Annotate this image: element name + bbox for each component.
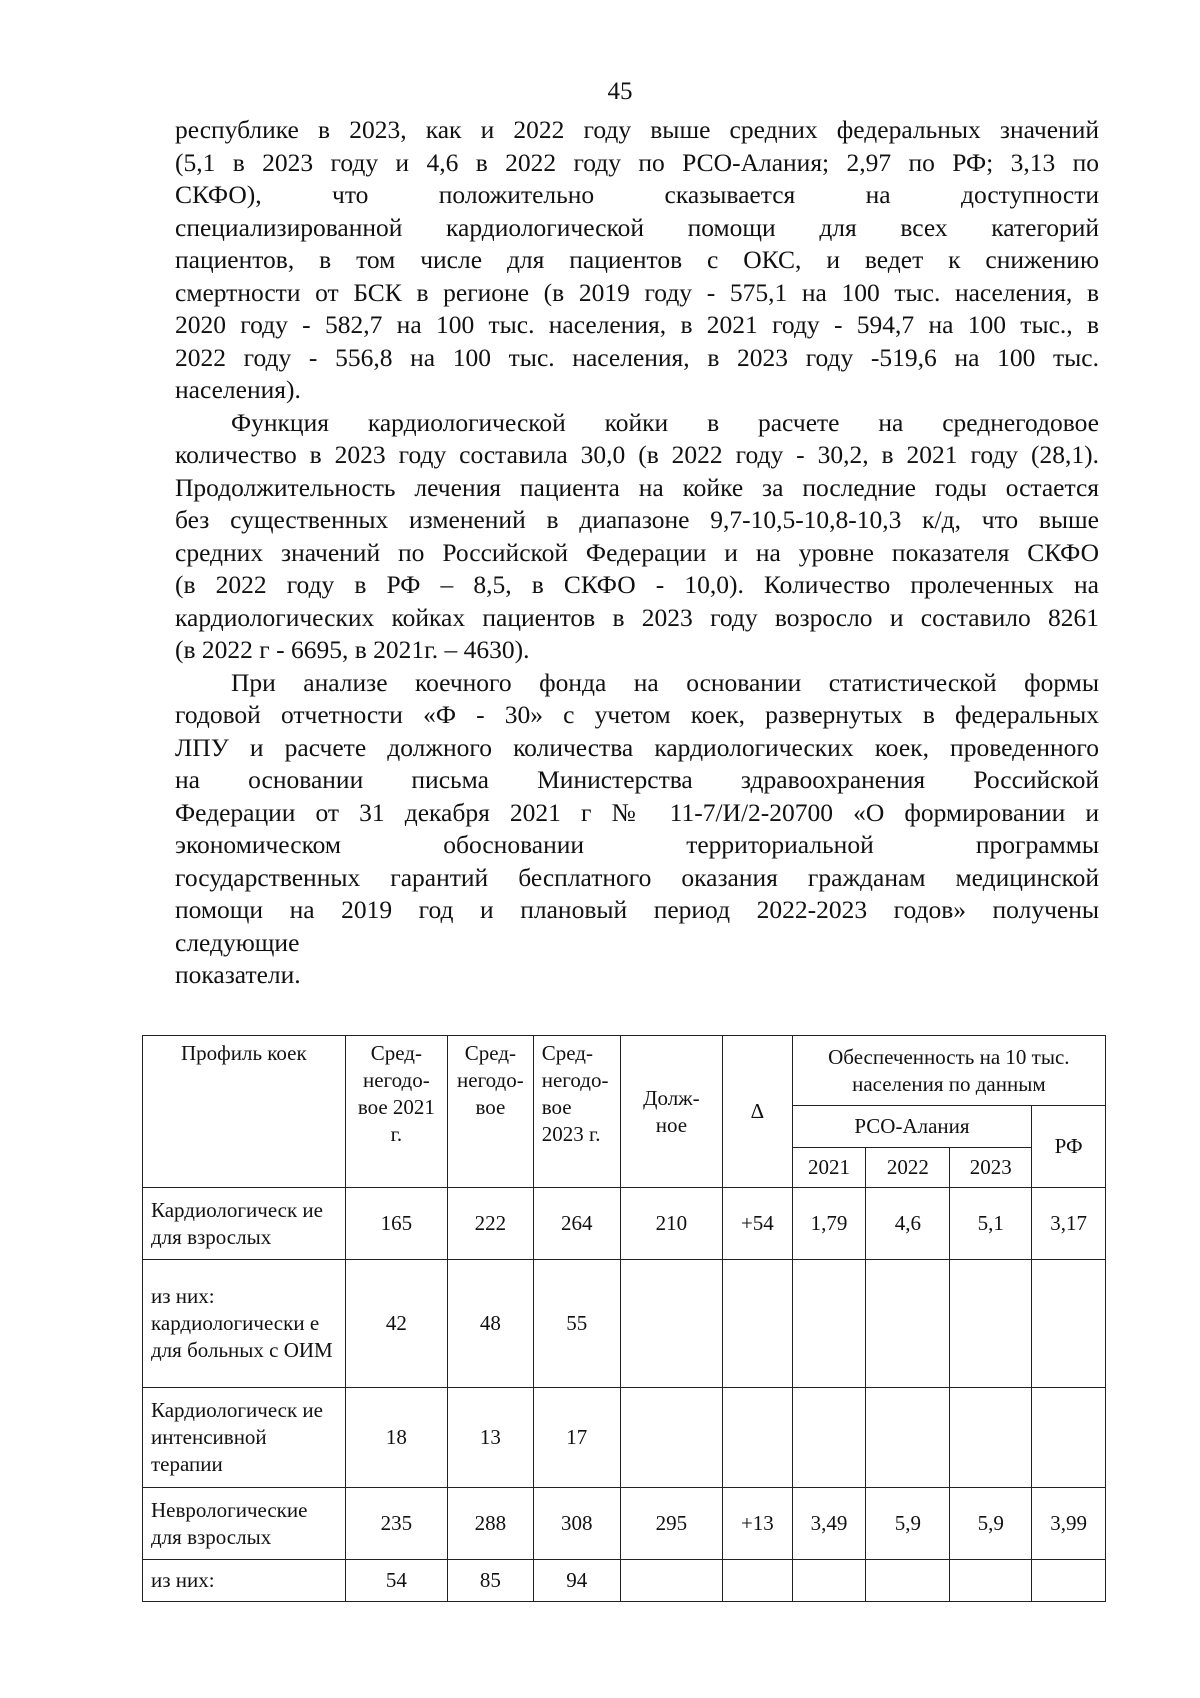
cell-required [620,1388,722,1488]
cell-prov-2022: 4,6 [866,1188,950,1260]
cell-prov-2023 [950,1260,1032,1388]
header-year-2022: 2022 [866,1148,950,1188]
table-row [143,1488,1106,1560]
cell-prov-2022 [866,1260,950,1388]
table-row [143,1260,1106,1388]
bed-capacity-table [142,1035,1106,1602]
cell-delta [723,1388,793,1488]
text-line: (5,1 в 2023 году и 4,6 в 2022 году по РСО-Алания; 2,97 по РФ; 3,13 по [175,147,1099,177]
cell-avg-2023: 55 [533,1260,620,1388]
cell-avg-2021: 54 [345,1560,447,1602]
cell-avg-2023: 94 [533,1560,620,1602]
cell-avg-2022: 85 [448,1560,534,1602]
cell-profile: Кардиологическ ие для взрослых [143,1188,346,1260]
text-line: 2022 году - 556,8 на 100 тыс. населения, в 2023 году -519,6 на 100 тыс. [175,342,1099,372]
cell-avg-2021: 18 [345,1388,447,1488]
table-row [143,1388,1106,1488]
cell-prov-2021: 1,79 [792,1188,866,1260]
text-line: кардиологических койках пациентов в 2023 году возросло и составило 8261 [175,602,1099,632]
text-line: количество в 2023 году составила 30,0 (в 2022 году - 30,2, в 2021 году (28,1). [175,440,1099,469]
text-line: 2020 году - 582,7 на 100 тыс. населения, в 2021 году - 594,7 на 100 тыс., в [175,310,1099,339]
cell-prov-2021 [792,1260,866,1388]
text-line: населения). [175,375,301,404]
cell-avg-2022: 222 [448,1188,534,1260]
cell-avg-2023: 17 [533,1388,620,1488]
cell-delta: +13 [723,1488,793,1560]
text-line: государственных гарантий бесплатного оказания гражданам медицинской [175,862,1099,892]
text-line: При анализе коечного фонда на основании статистической формы [231,667,1099,697]
header-rso: РСО-Алания [792,1106,1032,1148]
header-required: Долж-ное [620,1036,722,1188]
cell-profile: из них: [143,1560,346,1602]
cell-avg-2022: 13 [448,1388,534,1488]
text-line: Функция кардиологической койки в расчете на среднегодовое [231,407,1099,437]
cell-rf [1032,1388,1106,1488]
text-line: пациентов, в том числе для пациентов с ОКС, и ведет к снижению [175,245,1099,274]
paragraph-2 [175,407,1099,667]
cell-delta [723,1560,793,1602]
cell-avg-2022: 288 [448,1488,534,1560]
paragraph-3 [175,667,1099,992]
cell-required: 295 [620,1488,722,1560]
header-avg-2021: Сред-негодо-вое 2021 г. [345,1036,447,1188]
cell-avg-2021: 165 [345,1188,447,1260]
text-line: на основании письма Министерства здравоохранения Российской [175,765,1099,794]
table-row [143,1560,1106,1602]
page-number: 45 [607,78,633,105]
cell-delta [723,1260,793,1388]
text-line: (в 2022 г - 6695, в 2021г. – 4630). [175,635,530,664]
cell-prov-2022: 5,9 [866,1488,950,1560]
text-line: годовой отчетности «Ф - 30» с учетом коек, развернутых в федеральных [175,700,1099,729]
cell-avg-2022: 48 [448,1260,534,1388]
header-year-2023: 2023 [950,1148,1032,1188]
table-header-row [143,1036,1106,1106]
cell-rf: 3,17 [1032,1188,1106,1260]
header-provision: Обеспеченность на 10 тыс. населения по данным [792,1036,1105,1106]
cell-prov-2021 [792,1560,866,1602]
text-line: (в 2022 году в РФ – 8,5, в СКФО - 10,0). Количество пролеченных на [175,570,1099,599]
text-line: Продолжительность лечения пациента на койке за последние годы остается [175,472,1099,502]
cell-profile: Неврологические для взрослых [143,1488,346,1560]
header-rf: РФ [1032,1106,1106,1188]
cell-required: 210 [620,1188,722,1260]
cell-prov-2023: 5,1 [950,1188,1032,1260]
cell-rf: 3,99 [1032,1488,1106,1560]
header-avg-2022: Сред-негодо-вое [448,1036,534,1188]
header-profile: Профиль коек [143,1036,346,1188]
text-line: следующие [175,927,300,957]
cell-avg-2021: 42 [345,1260,447,1388]
header-delta: Δ [723,1036,793,1188]
cell-avg-2021: 235 [345,1488,447,1560]
text-line: ЛПУ и расчете должного количества кардиологических коек, проведенного [175,732,1099,762]
header-avg-2023: Сред-негодо-вое 2023 г. [533,1036,620,1188]
text-line: экономическом обосновании территориальной программы [175,830,1099,859]
cell-prov-2021: 3,49 [792,1488,866,1560]
cell-profile: из них: кардиологически е для больных с ОИМ [143,1260,346,1388]
text-line: средних значений по Российской Федерации и на уровне показателя СКФО [175,537,1099,567]
text-line: без существенных изменений в диапазоне 9,7-10,5-10,8-10,3 к/д, что выше [175,505,1099,534]
text-line: СКФО), что положительно сказывается на доступности [175,180,1099,209]
cell-profile: Кардиологическ ие интенсивной терапии [143,1388,346,1488]
cell-rf [1032,1260,1106,1388]
text-line: республике в 2023, как и 2022 году выше средних федеральных значений [175,115,1099,144]
document-body [175,114,1099,992]
text-line: помощи на 2019 год и плановый период 2022-2023 годов» получены [175,895,1099,924]
text-line: показатели. [175,960,301,989]
cell-prov-2022 [866,1388,950,1488]
cell-avg-2023: 308 [533,1488,620,1560]
cell-required [620,1260,722,1388]
paragraph-1 [175,114,1099,407]
cell-prov-2021 [792,1388,866,1488]
cell-prov-2023 [950,1560,1032,1602]
text-line: Федерации от 31 декабря 2021 г № 11-7/И/2-20700 «О формировании и [175,797,1099,827]
text-line: смертности от БСК в регионе (в 2019 году - 575,1 на 100 тыс. населения, в [175,277,1099,307]
cell-delta: +54 [723,1188,793,1260]
cell-prov-2023 [950,1388,1032,1488]
cell-prov-2022 [866,1560,950,1602]
cell-prov-2023: 5,9 [950,1488,1032,1560]
table-row [143,1188,1106,1260]
text-line: специализированной кардиологической помощи для всех категорий [175,212,1099,242]
cell-rf [1032,1560,1106,1602]
cell-avg-2023: 264 [533,1188,620,1260]
cell-required [620,1560,722,1602]
header-year-2021: 2021 [792,1148,866,1188]
